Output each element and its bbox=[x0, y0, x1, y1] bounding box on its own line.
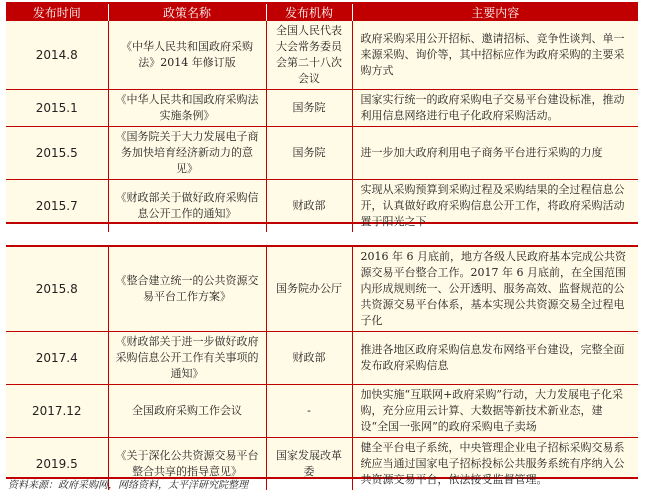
table-row bbox=[6, 247, 638, 332]
cell-content: 2016 年 6 月底前，地方各级人民政府基本完成公共资源交易平台整合工作。2017 年 6 月底前，在全国范围内形成规则统一、公开透明、服务高效、监督规范的公共资源交易平台体系，基本实现公共资源交易全过程电子化 bbox=[352, 247, 638, 332]
cell-org: 国务院 bbox=[266, 90, 352, 127]
cell-org: 国家发展改革委 bbox=[266, 438, 352, 491]
source-note: 资料来源：政府采购网，网络资料，太平洋研究院整理 bbox=[8, 480, 248, 491]
table-row bbox=[6, 332, 638, 385]
cell-policy-name: 《整合建立统一的公共资源交易平台工作方案》 bbox=[108, 247, 266, 332]
cell-policy-name: 《关于深化公共资源交易平台整合共享的指导意见》 bbox=[108, 438, 266, 491]
header-org: 发布机构 bbox=[266, 4, 352, 21]
cell-content: 实现从采购预算到采购过程及采购结果的全过程信息公开，认真做好政府采购信息公开工作，将政府采购活动置于阳光之下 bbox=[360, 183, 625, 228]
cell-org: 国务院 bbox=[266, 127, 352, 180]
table-row bbox=[6, 385, 638, 438]
table-row bbox=[6, 127, 638, 180]
cell-content: 健全平台电子系统，中央管理企业电子招标采购交易系统应当通过国家电子招标投标公共服务系统有序纳入公共资源交易平台，依法接受监督管理。 bbox=[360, 441, 625, 486]
cell-date: 2014.8 bbox=[6, 21, 108, 90]
cell-content: 政府采购采用公开招标、邀请招标、竞争性谈判、单一来源采购、询价等，其中招标应作为政府采购的主要采购方式 bbox=[352, 21, 638, 90]
cell-content: 加快实施“互联网+政府采购”行动，大力发展电子化采购，充分应用云计算、大数据等新技术新业态，建设“全国一张网”的政府采购电子卖场 bbox=[352, 385, 638, 438]
header-date: 发布时间 bbox=[6, 4, 108, 21]
policy-table-part-1 bbox=[6, 2, 638, 228]
cell-content: 进一步加大政府利用电子商务平台进行采购的力度 bbox=[352, 127, 638, 180]
cell-policy-name: 《财政部关于做好政府采购信息公开工作的通知》 bbox=[108, 180, 266, 233]
cell-policy-name: 全国政府采购工作会议 bbox=[108, 385, 266, 438]
cell-policy-name: 《国务院关于大力发展电子商务加快培育经济新动力的意见》 bbox=[108, 127, 266, 180]
cell-org: - bbox=[266, 385, 352, 438]
table-row bbox=[6, 90, 638, 127]
cell-date: 2019.5 bbox=[6, 438, 108, 491]
table-header-row bbox=[6, 4, 638, 21]
cell-date: 2017.12 bbox=[6, 385, 108, 438]
cell-policy-name: 《中华人民共和国政府采购法》2014 年修订版 bbox=[108, 21, 266, 90]
table-row bbox=[6, 180, 638, 233]
cell-org: 财政部 bbox=[266, 332, 352, 385]
cell-content: 推进各地区政府采购信息发布网络平台建设，完整全面发布政府采购信息 bbox=[352, 332, 638, 385]
header-content: 主要内容 bbox=[352, 4, 638, 21]
cell-date: 2015.1 bbox=[6, 90, 108, 127]
cell-policy-name: 《财政部关于进一步做好政府采购信息公开工作有关事项的通知》 bbox=[108, 332, 266, 385]
cell-content: 国家实行统一的政府采购电子交易平台建设标准，推动利用信息网络进行电子化政府采购活动。 bbox=[352, 90, 638, 127]
cell-date: 2015.5 bbox=[6, 127, 108, 180]
cell-org: 国务院办公厅 bbox=[266, 247, 352, 332]
header-name: 政策名称 bbox=[108, 4, 266, 21]
cell-date: 2015.8 bbox=[6, 247, 108, 332]
cell-date: 2015.7 bbox=[6, 180, 108, 233]
table-row bbox=[6, 21, 638, 90]
cell-org: 全国人民代表大会常务委员会第二十八次会议 bbox=[266, 21, 352, 90]
cell-date: 2017.4 bbox=[6, 332, 108, 385]
cell-org: 财政部 bbox=[266, 180, 352, 233]
cell-policy-name: 《中华人民共和国政府采购法实施条例》 bbox=[108, 90, 266, 127]
